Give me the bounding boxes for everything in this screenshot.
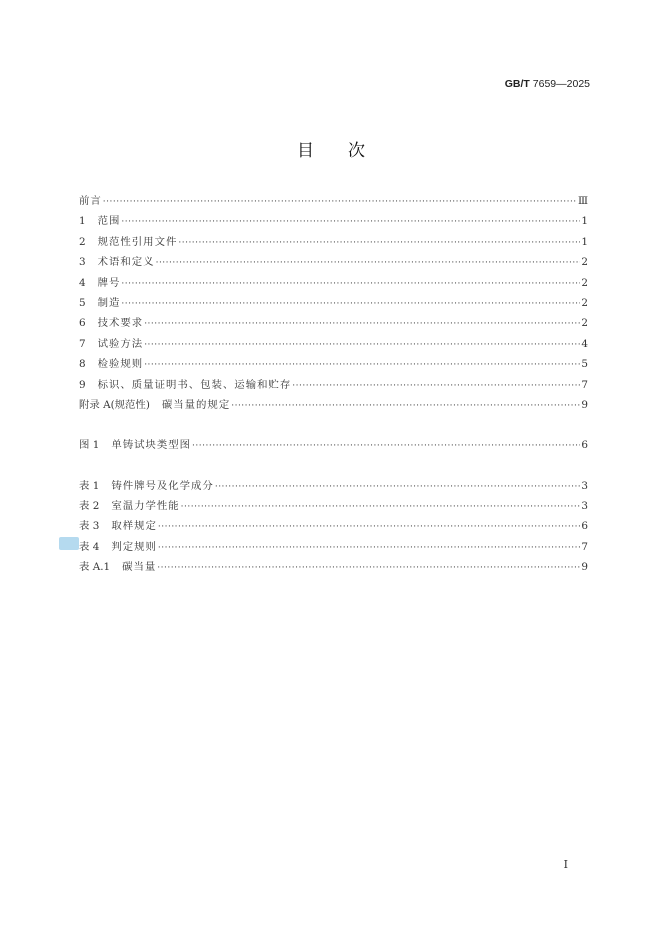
toc-leader-dots [181, 497, 581, 517]
toc-entry-number: 2 [79, 235, 86, 248]
toc-entry-page: 3 [581, 479, 588, 492]
toc-entry-number: 5 [79, 296, 86, 309]
toc-entry[interactable] [79, 293, 588, 313]
toc-leader-dots [158, 538, 581, 558]
toc-entry-number: 表 1 [79, 479, 100, 492]
toc-entry[interactable] [79, 537, 588, 557]
page-number: Ⅰ [563, 858, 568, 871]
toc-leader-dots [156, 253, 581, 273]
toc-entry-label: 检验规则 [97, 358, 144, 371]
toc-leader-dots [157, 558, 580, 578]
toc-leader-dots [292, 376, 580, 396]
toc-entry-page: 7 [581, 540, 588, 553]
toc-entry-number: 图 1 [79, 439, 100, 452]
toc-entry-number: 4 [79, 276, 86, 289]
toc-entry-page: 7 [581, 378, 588, 391]
toc-entry-page: 3 [581, 500, 588, 513]
toc-entry-label: 标识、质量证明书、包装、运输和贮存 [97, 378, 292, 391]
toc-leader-dots [144, 335, 580, 355]
toc-tables-section [79, 476, 588, 578]
toc-entry-page: 1 [581, 215, 588, 228]
standard-code [505, 78, 590, 90]
toc-entry[interactable] [79, 334, 588, 354]
page-title: 目次 [297, 141, 399, 161]
table-of-contents [79, 191, 588, 578]
toc-leader-dots [231, 396, 580, 416]
toc-entry[interactable] [79, 191, 588, 211]
toc-leader-dots [158, 517, 581, 537]
toc-leader-dots [215, 477, 581, 497]
toc-entry-label: 规范性引用文件 [97, 235, 178, 248]
toc-entry-label: 取样规定 [111, 520, 157, 533]
toc-entry-label: 铸件牌号及化学成分 [111, 479, 214, 492]
toc-entry-label: 室温力学性能 [111, 500, 180, 513]
toc-leader-dots [121, 274, 580, 294]
toc-entry-page: 2 [581, 296, 588, 309]
toc-entry-number: 3 [79, 256, 86, 269]
toc-entry-label: 范围 [97, 215, 121, 228]
toc-entry-number: 表 2 [79, 500, 100, 513]
toc-entry-page: 5 [581, 358, 588, 371]
toc-entry-page: Ⅲ [577, 195, 588, 207]
toc-entry-page: 2 [581, 256, 588, 269]
toc-entry-label: 技术要求 [97, 317, 144, 330]
toc-entry-label: 制造 [97, 296, 121, 309]
toc-entry[interactable] [79, 435, 588, 455]
toc-entry-label: 试验方法 [97, 337, 144, 350]
toc-entry-page: 2 [581, 276, 588, 289]
toc-entry[interactable] [79, 232, 588, 252]
toc-leader-dots [192, 436, 580, 456]
toc-entry-label: 单铸试块类型图 [111, 439, 192, 452]
toc-entry-number: 表 3 [79, 520, 100, 533]
toc-figures-section [79, 435, 588, 455]
toc-entry-page: 1 [581, 235, 588, 248]
toc-entry-label: 碳当量 [122, 561, 157, 574]
toc-entry[interactable] [79, 252, 588, 272]
watermark-stamp [59, 537, 79, 550]
toc-entry-number: 表 A.1 [79, 561, 111, 574]
toc-leader-dots [144, 314, 580, 334]
toc-entry-page: 9 [581, 398, 588, 411]
toc-entry-number: 附录 A(规范性) [79, 398, 150, 411]
toc-entry-label: 判定规则 [111, 540, 157, 553]
toc-leader-dots [121, 212, 580, 232]
toc-entry[interactable] [79, 313, 588, 333]
toc-entry[interactable] [79, 476, 588, 496]
toc-main-section [79, 191, 588, 415]
standard-number: 7659—2025 [532, 78, 590, 90]
toc-entry-number: 1 [79, 215, 86, 228]
standard-prefix: GB/T [504, 78, 530, 90]
toc-entry[interactable] [79, 273, 588, 293]
toc-entry-label: 前言 [79, 195, 102, 207]
toc-entry[interactable] [79, 211, 588, 231]
toc-entry-number: 表 4 [79, 540, 100, 553]
toc-entry-page: 6 [581, 520, 588, 533]
toc-entry-number: 9 [79, 378, 86, 391]
toc-entry-label: 术语和定义 [97, 256, 155, 269]
toc-entry-number: 6 [79, 317, 86, 330]
toc-entry-page: 4 [581, 337, 588, 350]
toc-entry[interactable] [79, 375, 588, 395]
toc-entry-number: 8 [79, 358, 86, 371]
toc-entry[interactable] [79, 354, 588, 374]
toc-entry[interactable] [79, 395, 588, 415]
toc-leader-dots [103, 192, 577, 212]
toc-entry-page: 9 [581, 561, 588, 574]
toc-entry[interactable] [79, 516, 588, 536]
toc-entry-label: 牌号 [97, 276, 121, 289]
toc-leader-dots [178, 233, 580, 253]
toc-leader-dots [121, 294, 580, 314]
toc-entry-label: 碳当量的规定 [161, 398, 231, 411]
toc-entry[interactable] [79, 496, 588, 516]
toc-entry-page: 2 [581, 317, 588, 330]
toc-entry[interactable] [79, 557, 588, 577]
toc-entry-number: 7 [79, 337, 86, 350]
toc-entry-page: 6 [581, 439, 588, 452]
toc-leader-dots [144, 355, 580, 375]
